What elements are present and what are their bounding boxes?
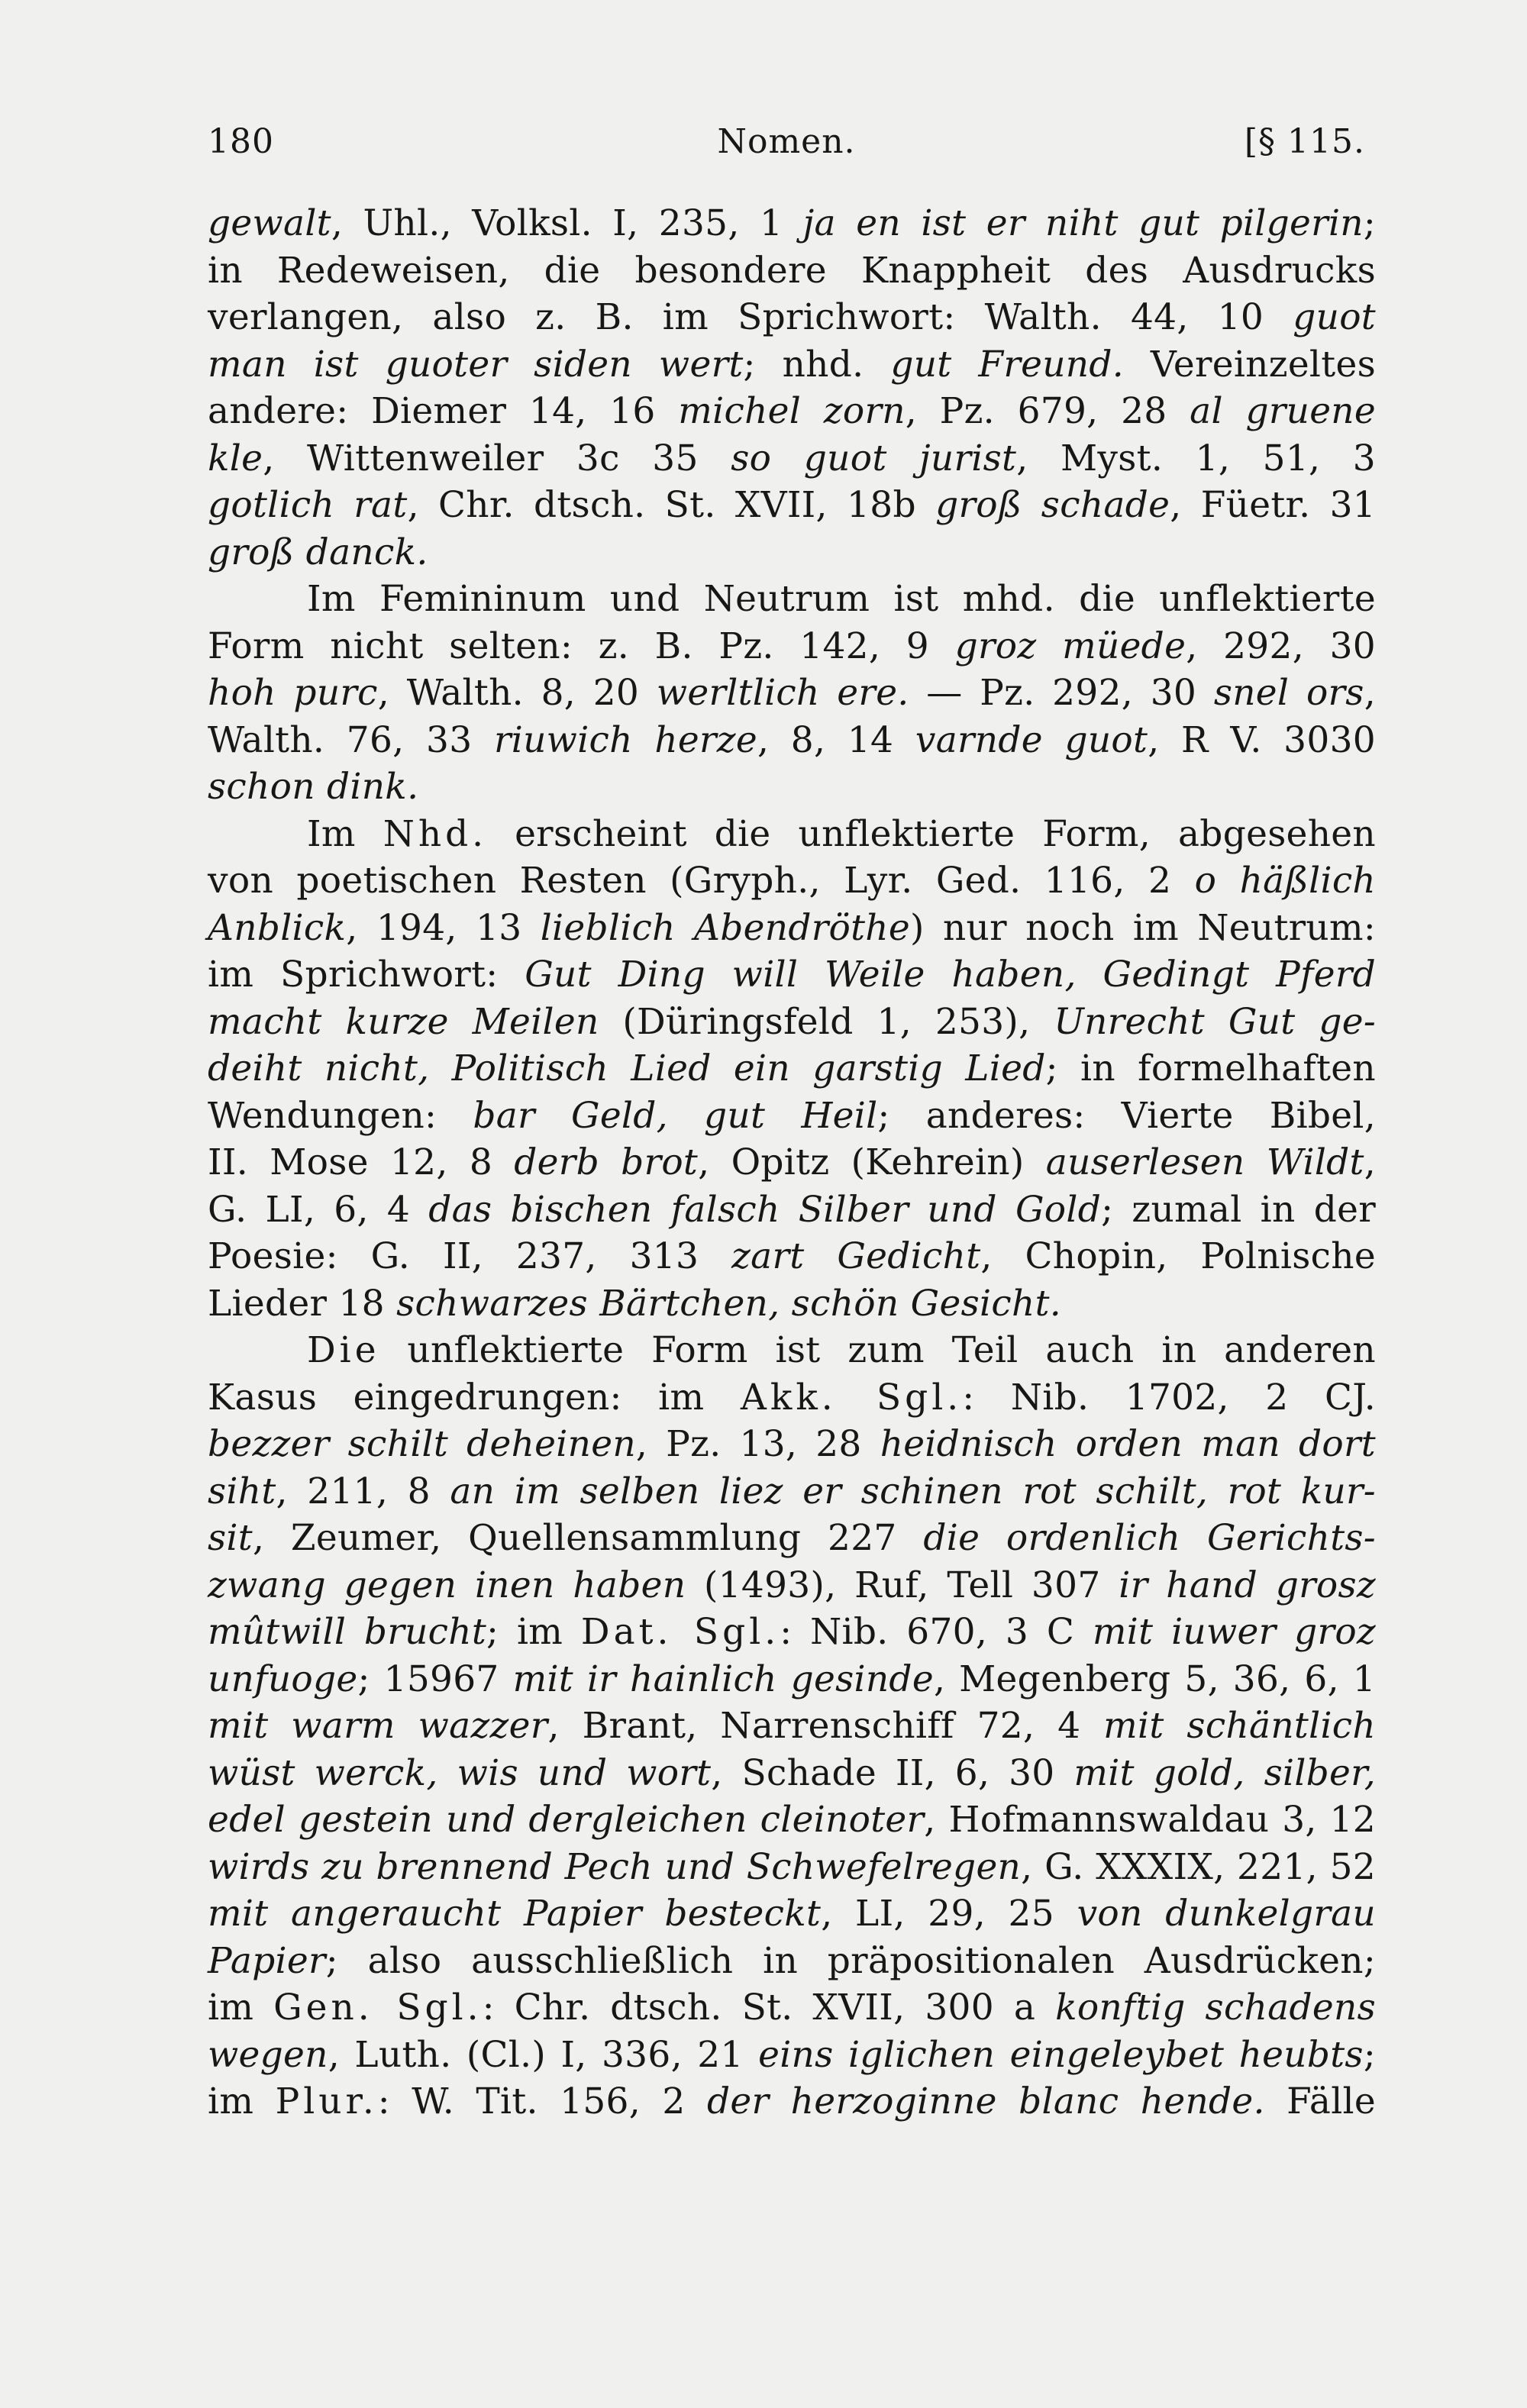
italic-quote: an im selben liez er schinen rot schilt, rot kur- xyxy=(450,1470,1376,1512)
text-line xyxy=(208,294,1376,341)
italic-quote: der herzoginne blanc hende. xyxy=(707,2080,1265,2122)
text-run: unflektierte Form ist zum Teil auch in anderen xyxy=(379,1329,1376,1371)
italic-quote: zwang gegen inen haben xyxy=(208,1564,686,1606)
spaced-term: Dat. Sgl. xyxy=(580,1611,780,1653)
section-reference: [§ 115. xyxy=(1244,122,1365,161)
text-run: II. Mose 12, 8 xyxy=(208,1141,515,1183)
italic-quote: groß schade xyxy=(935,484,1170,526)
italic-quote: so guot jurist xyxy=(731,437,1017,479)
text-run: Fälle xyxy=(1264,2080,1376,2122)
text-run: Lieder 18 xyxy=(208,1282,397,1325)
italic-quote: wüst werck, wis und wort xyxy=(208,1751,712,1794)
text-run: , Megenberg 5, 36, 6, 1 xyxy=(933,1658,1376,1700)
text-run: G. LI, 6, 4 xyxy=(208,1188,429,1231)
italic-quote: mit warm wazzer xyxy=(208,1705,548,1747)
italic-quote: gut Freund. xyxy=(890,343,1124,386)
italic-quote: guot xyxy=(1293,296,1376,338)
italic-quote: groß danck. xyxy=(208,531,428,573)
italic-quote: snel ors xyxy=(1213,672,1364,714)
text-line xyxy=(208,1703,1376,1750)
text-run: , Wittenweiler 3c 35 xyxy=(263,437,731,479)
italic-quote: riuwich herze xyxy=(494,718,757,761)
text-run: : Nib. 670, 3 C xyxy=(780,1611,1093,1653)
italic-quote: Unrecht Gut ge- xyxy=(1054,1000,1376,1043)
italic-quote: bar Geld, gut Heil xyxy=(473,1094,878,1137)
italic-quote: lieblich Abendröthe xyxy=(540,906,910,949)
italic-quote: das bischen falsch Silber und Gold xyxy=(428,1188,1102,1231)
italic-quote: gotlich rat xyxy=(208,484,408,526)
text-line xyxy=(208,576,1376,623)
text-line xyxy=(208,1890,1376,1938)
text-line xyxy=(208,529,1376,576)
text-run: Kasus eingedrungen: im xyxy=(208,1376,741,1419)
text-run: von poetischen Resten (Gryph., Lyr. Ged. 116, 2 xyxy=(208,860,1195,902)
italic-quote: mit ir hainlich gesinde xyxy=(512,1658,934,1700)
italic-quote: schon dink. xyxy=(208,766,419,808)
italic-quote: groz müede xyxy=(954,625,1186,667)
text-run: , R V. 3030 xyxy=(1148,718,1376,761)
text-run: , Opitz (Kehrein) xyxy=(698,1141,1046,1183)
text-run: ; xyxy=(1363,2033,1376,2076)
text-run: — Pz. 292, 30 xyxy=(909,672,1214,714)
text-line xyxy=(208,435,1376,483)
text-run: im Sprichwort: xyxy=(208,954,525,996)
italic-quote: sit xyxy=(208,1517,253,1559)
italic-quote: von dunkelgrau xyxy=(1077,1893,1376,1935)
text-line xyxy=(208,1984,1376,2032)
text-run: , G. XXXIX, 221, 52 xyxy=(1021,1845,1376,1888)
text-line xyxy=(208,951,1376,999)
text-run: ; in formelhaften xyxy=(1045,1047,1376,1089)
text-run: erscheint die unflektierte Form, abgesehen xyxy=(487,812,1376,855)
text-run: , Luth. (Cl.) I, 336, 21 xyxy=(328,2033,759,2076)
spaced-term: Die xyxy=(307,1329,380,1371)
italic-quote: siht xyxy=(208,1470,276,1512)
text-run: (1493), Ruf, Tell 307 xyxy=(686,1564,1119,1606)
text-run: Poesie: G. II, 237, 313 xyxy=(208,1235,732,1277)
chapter-title: Nomen. xyxy=(717,122,856,161)
text-line xyxy=(208,999,1376,1046)
text-line xyxy=(208,1796,1376,1844)
text-line xyxy=(208,670,1376,717)
italic-quote: auserlesen Wildt xyxy=(1045,1141,1364,1183)
italic-quote: o häßlich xyxy=(1194,860,1377,902)
spaced-term: Nhd. xyxy=(383,812,488,855)
text-run: , Pz. 679, 28 xyxy=(905,390,1190,432)
italic-quote: mit angeraucht Papier besteckt xyxy=(208,1893,822,1935)
text-run: , 292, 30 xyxy=(1186,625,1376,667)
italic-quote: Papier xyxy=(208,1939,326,1982)
text-run: im xyxy=(208,1987,274,2029)
spaced-term: Akk. Sgl. xyxy=(740,1376,963,1419)
italic-quote: hoh purc xyxy=(208,672,378,714)
text-line xyxy=(208,341,1376,389)
text-run: ; also ausschließlich in präpositionalen Ausdrücken; xyxy=(325,1939,1376,1982)
text-line xyxy=(208,1093,1376,1140)
text-run: ) nur noch im Neutrum: xyxy=(910,906,1377,949)
text-line xyxy=(208,763,1376,811)
page-number: 180 xyxy=(208,122,274,161)
italic-quote: mit schäntlich xyxy=(1103,1705,1376,1747)
text-run: ; 15967 xyxy=(357,1658,513,1700)
text-line xyxy=(208,1421,1376,1468)
text-run: , Brant, Narrenschiff 72, 4 xyxy=(547,1705,1104,1747)
italic-quote: ja en ist er niht gut pilgerin xyxy=(802,202,1364,244)
text-line xyxy=(208,247,1376,295)
italic-quote: bezzer schilt deheinen xyxy=(208,1423,636,1465)
text-run: , 8, 14 xyxy=(757,718,915,761)
italic-quote: Anblick xyxy=(208,906,347,949)
text-line xyxy=(208,857,1376,905)
italic-quote: konftig schadens xyxy=(1055,1987,1376,2029)
text-run: ; nhd. xyxy=(743,343,891,386)
text-line xyxy=(208,1139,1376,1186)
italic-quote: man ist guoter siden wert xyxy=(208,343,744,386)
italic-quote: zart Gedicht xyxy=(731,1235,981,1277)
italic-quote: ir hand grosz xyxy=(1119,1564,1376,1606)
italic-quote: kle xyxy=(208,437,263,479)
text-line xyxy=(208,482,1376,529)
text-run: andere: Diemer 14, 16 xyxy=(208,390,679,432)
text-run: (Düringsfeld 1, 253), xyxy=(599,1000,1054,1043)
text-run: , Walth. 8, 20 xyxy=(377,672,657,714)
italic-quote: edel gestein und dergleichen cleinoter xyxy=(208,1799,925,1841)
italic-quote: schwarzes Bärtchen, schön Gesicht. xyxy=(396,1282,1062,1325)
italic-quote: macht kurze Meilen xyxy=(208,1000,599,1043)
text-line xyxy=(208,1468,1376,1515)
text-run: , Chr. dtsch. St. XVII, 18b xyxy=(407,484,936,526)
text-run: , 194, 13 xyxy=(346,906,541,949)
text-run: Walth. 76, 33 xyxy=(208,718,495,761)
text-run: : Nib. 1702, 2 CJ. xyxy=(962,1376,1376,1419)
text-run: Im Femininum und Neutrum ist mhd. die unflektierte xyxy=(307,578,1376,620)
text-run: Im xyxy=(307,812,383,855)
text-line xyxy=(208,1609,1376,1656)
italic-quote: eins iglichen eingeleybet heubts xyxy=(758,2033,1364,2076)
italic-quote: wegen xyxy=(208,2033,328,2076)
text-line xyxy=(208,1327,1376,1374)
text-run: ; zumal in der xyxy=(1101,1188,1376,1231)
text-run: , xyxy=(1364,1141,1376,1183)
text-run: ; im xyxy=(486,1611,581,1653)
text-run: , Chopin, Polnische xyxy=(980,1235,1376,1277)
text-line xyxy=(208,1656,1376,1703)
text-line xyxy=(208,2078,1376,2126)
text-run: , Füetr. 31 xyxy=(1170,484,1377,526)
text-run: , Uhl., Volksl. I, 235, 1 xyxy=(331,202,803,244)
italic-quote: derb brot xyxy=(514,1141,699,1183)
italic-quote: mit iuwer groz xyxy=(1092,1611,1376,1653)
text-run: , Zeumer, Quellensammlung 227 xyxy=(252,1517,924,1559)
italic-quote: Gut Ding will Weile haben, Gedingt Pferd xyxy=(525,954,1376,996)
text-run: ; xyxy=(1363,202,1376,244)
text-line xyxy=(208,905,1376,952)
text-line xyxy=(208,1280,1376,1328)
text-run: : Chr. dtsch. St. XVII, 300 a xyxy=(482,1987,1056,2029)
text-run: , Hofmannswaldau 3, 12 xyxy=(924,1799,1376,1841)
italic-quote: al gruene xyxy=(1190,390,1376,432)
text-run: : W. Tit. 156, 2 xyxy=(377,2080,707,2122)
text-line xyxy=(208,623,1376,670)
italic-quote: wirds zu brennend Pech und Schwefelregen xyxy=(208,1845,1022,1888)
text-run: Form nicht selten: z. B. Pz. 142, 9 xyxy=(208,625,955,667)
italic-quote: heidnisch orden man dort xyxy=(880,1423,1376,1465)
text-run: verlangen, also z. B. im Sprichwort: Walth. 44, 10 xyxy=(208,296,1293,338)
text-run: im xyxy=(208,2080,276,2122)
italic-quote: werltlich ere. xyxy=(656,672,909,714)
text-line xyxy=(208,200,1376,247)
text-line xyxy=(208,1515,1376,1562)
text-line xyxy=(208,1233,1376,1280)
text-line xyxy=(208,1938,1376,1985)
running-header xyxy=(208,122,1365,171)
italic-quote: mûtwill brucht xyxy=(208,1611,487,1653)
text-run: Vereinzeltes xyxy=(1123,343,1376,386)
italic-quote: varnde guot xyxy=(915,718,1148,761)
text-run: Wendungen: xyxy=(208,1094,473,1137)
text-line xyxy=(208,1045,1376,1093)
text-run: , Pz. 13, 28 xyxy=(635,1423,880,1465)
italic-quote: unfuoge xyxy=(208,1658,358,1700)
italic-quote: deiht nicht, Politisch Lied ein garstig Lied xyxy=(208,1047,1046,1089)
spaced-term: Gen. Sgl. xyxy=(273,1987,483,2029)
italic-quote: gewalt xyxy=(208,202,331,244)
text-run: , Schade II, 6, 30 xyxy=(711,1751,1074,1794)
body-text xyxy=(208,200,1376,2126)
text-line xyxy=(208,1562,1376,1609)
text-run: in Redeweisen, die besondere Knappheit des Ausdrucks xyxy=(208,249,1376,292)
text-line xyxy=(208,2032,1376,2079)
text-run: , Myst. 1, 51, 3 xyxy=(1016,437,1376,479)
italic-quote: die ordenlich Gerichts- xyxy=(923,1517,1376,1559)
text-run: ; anderes: Vierte Bibel, xyxy=(877,1094,1376,1137)
italic-quote: michel zorn xyxy=(678,390,906,432)
text-run: , 211, 8 xyxy=(276,1470,450,1512)
text-run: , xyxy=(1364,672,1376,714)
text-line xyxy=(208,1374,1376,1422)
spaced-term: Plur. xyxy=(275,2080,378,2122)
text-line xyxy=(208,1750,1376,1797)
text-line xyxy=(208,1186,1376,1234)
italic-quote: mit gold, silber, xyxy=(1073,1751,1376,1794)
text-line xyxy=(208,388,1376,435)
text-line xyxy=(208,1844,1376,1891)
text-line xyxy=(208,717,1376,764)
text-line xyxy=(208,811,1376,858)
text-run: , LI, 29, 25 xyxy=(821,1893,1077,1935)
